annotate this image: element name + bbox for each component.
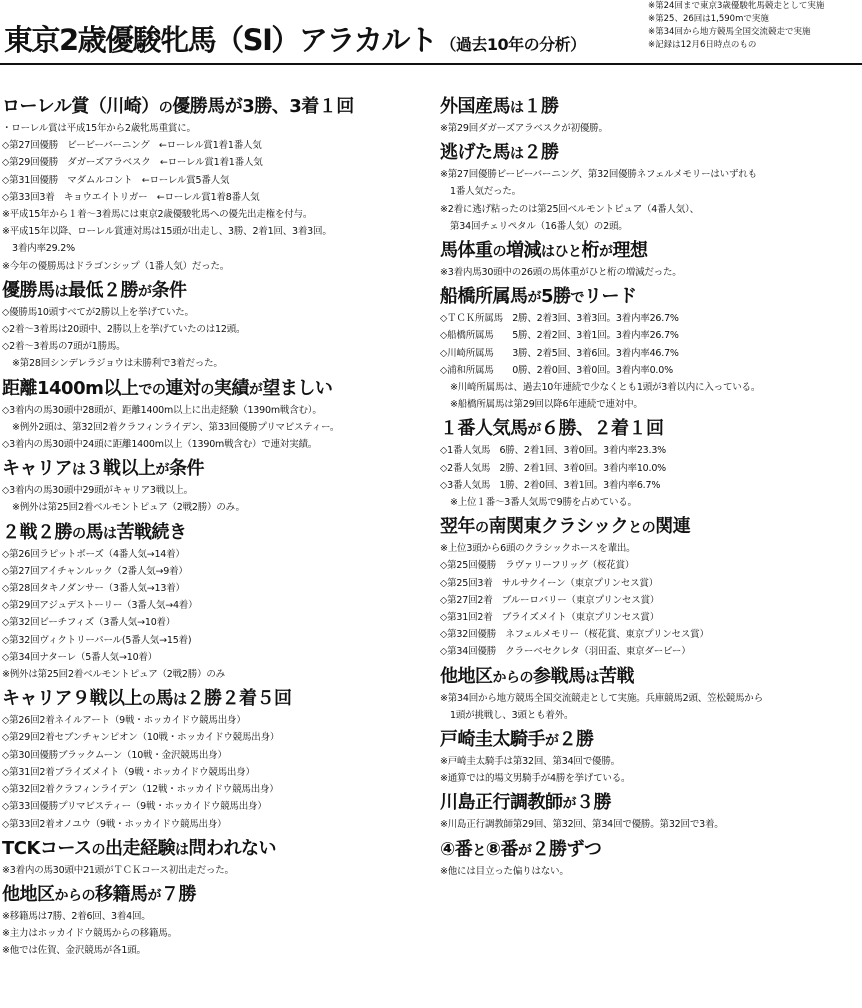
- title-run: リード: [584, 286, 637, 308]
- section: [2, 884, 432, 960]
- title-run: との: [628, 520, 656, 537]
- section-line: ◇第29回2着セブンチャンピオン（10戦・ホッカイドウ競馬出身）: [2, 732, 280, 744]
- title-run: ローレル賞（川崎）: [2, 96, 159, 117]
- section-title: [440, 516, 858, 539]
- title-run: ２戦２勝: [2, 521, 72, 543]
- header-note: ※第34回から地方競馬全国交流競走で実施: [648, 27, 811, 37]
- section-title: [2, 458, 432, 481]
- title-run: は: [72, 462, 86, 479]
- section-title: [440, 240, 858, 263]
- title-run: は: [173, 692, 187, 709]
- title-run: ３戦以上: [85, 458, 156, 480]
- section-title: [440, 96, 858, 119]
- section: [440, 792, 858, 833]
- section-title: [2, 96, 432, 119]
- title-run: の: [142, 692, 156, 709]
- section-line: ◇3番人気馬 1勝、2着0回、3着1回。3着内率6.7%: [440, 479, 661, 491]
- title-subtitle: （過去10年の分析）: [440, 35, 586, 54]
- section-line: ◇第33回3着 キョウエイトリガー ←ローレル賞1着8番人気: [2, 191, 260, 203]
- section-line: ※川島正行調教師第29回、第32回、第34回で優勝。第32回で3着。: [440, 819, 724, 831]
- title-run: ⑧番: [485, 838, 518, 860]
- title-run: からの: [492, 669, 533, 686]
- title-run: の: [72, 525, 86, 542]
- section: [440, 666, 858, 724]
- section-line: ※第34回から地方競馬全国交流競走として実施。兵庫競馬2頭、笠松競馬から: [440, 692, 763, 704]
- section-line: ◇第33回2着オノユウ（9戦・ホッカイドウ競馬出身）: [2, 818, 227, 830]
- section: [2, 688, 432, 832]
- section-line: ※上位3頭から6頭のクラシックホースを輩出。: [440, 543, 636, 555]
- section-title: [2, 884, 432, 907]
- section-line: ◇浦和所属馬 0勝、2着0回、3着0回。3着内率0.0%: [440, 364, 673, 376]
- title-run: が: [155, 462, 169, 479]
- title-run: ２勝ずつ: [531, 838, 602, 860]
- title-run: が: [562, 796, 576, 813]
- title-run: キャリア: [2, 458, 72, 480]
- section: [440, 96, 858, 137]
- section-line: ◇第26回2着ネイルアート（9戦・ホッカイドウ競馬出身）: [2, 715, 246, 727]
- section-line: 1頭が挑戦し、3頭とも着外。: [450, 709, 574, 721]
- title-run: が: [545, 733, 559, 750]
- title-run: は: [175, 841, 189, 858]
- section-line: ※例外は第25回2着ベルモントピュア（2戦2勝）のみ。: [12, 502, 245, 514]
- section-title: [2, 838, 432, 861]
- title-run: 苦戦: [599, 665, 634, 687]
- section-line: ※2着に逃げ粘ったのは第25回ベルモントピュア（4番人気）、: [440, 203, 699, 215]
- title-run: 馬体重: [440, 240, 493, 262]
- title-run: ７勝: [161, 883, 196, 905]
- title-run: の: [492, 244, 506, 261]
- title-run: 問われない: [188, 837, 277, 859]
- section: [2, 96, 432, 275]
- title-run: 桁: [581, 240, 599, 262]
- title-run: は: [510, 146, 524, 163]
- section-title: [440, 666, 858, 689]
- title-run: 翌年: [440, 516, 475, 538]
- title-run: 逃げた馬: [440, 142, 510, 164]
- section-line: ◇第29回優勝 ダガーズアラベスク ←ローレル賞1着1番人気: [2, 157, 263, 169]
- title-run: 戸崎圭太騎手: [440, 729, 545, 751]
- section-line: ※戸崎圭太騎手は第32回、第34回で優勝。: [440, 756, 620, 768]
- section-line: ※例外2頭は、第32回2着クラフィンライデン、第33回優勝プリマビスティー。: [12, 421, 340, 433]
- page-title: [4, 18, 586, 59]
- section-line: ◇第25回優勝 ラヴァリーフリッグ（桜花賞）: [440, 560, 635, 572]
- section-line: ◇第26回ラピットボーズ（4番人気→14着）: [2, 548, 185, 560]
- title-run: が: [599, 244, 613, 261]
- title-run: 理想: [612, 240, 648, 262]
- section-title: [2, 280, 432, 303]
- section-line: ◇第31回2着 ブライズメイト（東京プリンセス賞）: [440, 612, 659, 624]
- section-line: ◇第31回2着ブライズメイト（9戦・ホッカイドウ競馬出身）: [2, 766, 255, 778]
- title-run: 連対: [165, 377, 201, 399]
- section-line: ◇第34回ナターレ（5番人気→10着）: [2, 651, 158, 663]
- section-line: ◇3着内の馬30頭中28頭が、距離1400m以上に出走経験（1390m戦含む）。: [2, 404, 322, 416]
- title-run: 距離1400m以上: [2, 377, 139, 399]
- title-run: ④番: [440, 838, 473, 860]
- title-run: が: [527, 422, 541, 439]
- header-notes: [648, 0, 862, 52]
- section-line: ※主力はホッカイドウ競馬からの移籍馬。: [2, 928, 177, 940]
- section: [440, 418, 858, 511]
- section-line: 3着内率29.2%: [12, 243, 75, 255]
- section-line: ◇2着～3着馬の7頭が1勝馬。: [2, 341, 126, 353]
- section-line: ◇2番人気馬 2勝、2着1回、3着0回。3着内率10.0%: [440, 462, 666, 474]
- section-line: ※3着内の馬30頭中21頭がＴＣＫコース初出走だった。: [2, 864, 234, 876]
- section: [440, 839, 858, 880]
- section-line: ◇第27回アイチャンルック（2番人気→9着）: [2, 565, 188, 577]
- section-line: ◇2着～3着馬は20頭中、2勝以上を挙げていたのは12頭。: [2, 324, 246, 336]
- section-line: ※通算では的場文男騎手が4勝を挙げている。: [440, 773, 631, 785]
- section-line: ◇第32回ヴィクトリーパール(5番人気→15着): [2, 634, 192, 646]
- title-main: 東京2歳優駿牝馬（SI）アラカルト: [4, 23, 437, 57]
- left-column: [2, 96, 432, 965]
- section-line: ◇第27回優勝 ビービーバーニング ←ローレル賞1着1番人気: [2, 140, 262, 152]
- header-note: ※第24回まで東京3歳優駿牝馬競走として実施: [648, 1, 825, 11]
- title-run: は: [585, 669, 599, 686]
- title-run: ６勝、２着１回: [541, 418, 664, 440]
- section: [2, 838, 432, 879]
- title-run: 馬: [85, 521, 103, 543]
- section-line: ◇第33回優勝プリマビスティー（9戦・ホッカイドウ競馬出身）: [2, 801, 267, 813]
- title-run: の: [158, 100, 173, 116]
- title-run: 馬: [155, 688, 173, 710]
- section-line: ※第28回シンデレラジョウは未勝利で3着だった。: [12, 358, 223, 370]
- section-title: [440, 142, 858, 165]
- section: [440, 286, 858, 413]
- title-run: は: [54, 283, 68, 300]
- section-line: ◇第27回2着 ブルーロバリー（東京プリンセス賞）: [440, 594, 660, 606]
- title-run: が: [518, 842, 532, 859]
- title-run: 外国産馬: [440, 96, 510, 117]
- title-run: はひと: [541, 244, 582, 261]
- title-run: と: [472, 842, 486, 859]
- title-run: 実績: [213, 377, 249, 399]
- section-line: ◇船橋所属馬 5勝、2着2回、3着1回。3着内率26.7%: [440, 330, 679, 342]
- section-line: ◇第25回3着 サルサクイーン（東京プリンセス賞）: [440, 577, 659, 589]
- title-run: は: [103, 525, 117, 542]
- section-line: ◇ＴＣＫ所属馬 2勝、2着3回、3着3回。3着内率26.7%: [440, 313, 679, 325]
- title-run: 条件: [151, 279, 187, 301]
- section: [2, 458, 432, 516]
- section: [440, 729, 858, 787]
- section: [2, 280, 432, 373]
- title-run: 関連: [655, 516, 691, 538]
- section: [440, 516, 858, 660]
- header-note: ※第25、26回は1,590mで実施: [648, 14, 769, 24]
- section-title: [440, 729, 858, 752]
- section-line: 1番人気だった。: [450, 186, 521, 198]
- section-title: [440, 286, 858, 309]
- section-line: ◇第32回優勝 ネフェルメモリー（桜花賞、東京プリンセス賞）: [440, 629, 709, 641]
- title-run: 最低２勝: [68, 279, 138, 301]
- section-line: ※上位１番～3番人気馬で9勝を占めている。: [450, 497, 637, 509]
- section-line: ※船橋所属馬は第29回以降6年連続で連対中。: [450, 399, 643, 411]
- title-run: 南関東クラシック: [488, 516, 629, 538]
- title-run: の: [91, 841, 106, 858]
- title-run: 苦戦続き: [116, 521, 187, 543]
- section: [2, 522, 432, 684]
- title-run: １番人気馬: [440, 418, 528, 440]
- section-line: ※今年の優勝馬はドラゴンシップ（1番人気）だった。: [2, 260, 230, 272]
- section-line: ※他には目立った偏りはない。: [440, 865, 569, 877]
- title-run: が: [138, 283, 152, 300]
- title-run: 他地区: [440, 665, 493, 687]
- title-run: １勝: [523, 96, 559, 117]
- section-line: ※他では佐賀、金沢競馬が各1頭。: [2, 945, 146, 957]
- title-run: キャリア９戦以上: [2, 688, 142, 710]
- title-run: ２勝: [558, 729, 594, 751]
- title-run: は: [510, 100, 524, 116]
- section-line: ・ローレル賞は平成15年から2歳牝馬重賞に。: [2, 123, 196, 134]
- title-run: の: [475, 520, 489, 537]
- section: [440, 142, 858, 235]
- section-line: ◇第30回優勝ブラックムーン（10戦・金沢競馬出身）: [2, 749, 227, 761]
- title-run: 条件: [169, 458, 204, 480]
- title-run: 参戦馬: [533, 665, 586, 687]
- section-line: ※例外は第25回2着ベルモントピュア（2戦2勝）のみ: [2, 669, 225, 681]
- section-line: ※第27回優勝ビービーバーニング、第32回優勝ネフェルメモリーはいずれも: [440, 169, 757, 181]
- title-run: 優勝馬が3勝、3着１回: [172, 96, 354, 117]
- section-line: ◇第31回優勝 マダムルコント ←ローレル賞5番人気: [2, 174, 230, 186]
- section: [2, 378, 432, 454]
- section-line: ◇第28回タキノダンサー（3番人気→13着）: [2, 583, 185, 595]
- section-line: ◇3着内の馬30頭中24頭に距離1400m以上（1390m戦含む）で連対実績。: [2, 439, 318, 451]
- section-line: ◇第32回ビーチフィズ（3番人気→10着）: [2, 617, 176, 629]
- section-line: ※平成15年以降、ローレル賞連対馬は15頭が出走し、3勝、2着1回、3着3回。: [2, 226, 332, 238]
- title-run: ２勝: [523, 142, 559, 164]
- title-run: 優勝馬: [2, 279, 55, 301]
- title-run: 他地区: [2, 883, 55, 905]
- section-title: [440, 792, 858, 815]
- title-run: での: [138, 381, 166, 398]
- section-line: ◇3着内の馬30頭中29頭がキャリア3戦以上。: [2, 485, 193, 497]
- title-run: 5勝: [541, 286, 571, 308]
- title-run: 出走経験: [105, 837, 176, 859]
- section-line: ※移籍馬は7勝、2着6回、3着4回。: [2, 910, 151, 922]
- right-column: [440, 96, 858, 885]
- section-title: [440, 418, 858, 441]
- title-run: ３勝: [576, 792, 611, 814]
- section-title: [2, 378, 432, 401]
- title-run: 川島正行調教師: [440, 792, 563, 814]
- section-title: [440, 839, 858, 862]
- header-divider: [0, 63, 862, 65]
- title-run: が: [147, 887, 161, 904]
- title-run: ２勝２着５回: [186, 688, 292, 710]
- title-run: 増減: [506, 240, 541, 262]
- section-line: ◇優勝馬10頭すべてが2勝以上を挙げていた。: [2, 306, 194, 318]
- header-note: ※記録は12月6日時点のもの: [648, 40, 757, 50]
- section: [440, 240, 858, 281]
- section-line: 第34回チェリペタル（16番人気）の2頭。: [450, 220, 628, 232]
- title-run: 船橋所属馬: [440, 286, 528, 308]
- title-run: が: [527, 290, 541, 307]
- section-line: ※第29回ダガーズアラベスクが初優勝。: [440, 123, 608, 134]
- section-line: ◇第29回アジュデストーリー（3番人気→4着）: [2, 600, 198, 612]
- title-run: が: [248, 381, 263, 398]
- title-run: で: [570, 290, 585, 307]
- section-line: ◇第32回2着クラフィンライデン（12戦・ホッカイドウ競馬出身）: [2, 784, 279, 796]
- title-run: 望ましい: [262, 377, 333, 399]
- section-line: ※3着内馬30頭中の26頭の馬体重がひと桁の増減だった。: [440, 267, 682, 279]
- section-title: [2, 522, 432, 545]
- section-line: ※平成15年から１着～3着馬には東京2歳優駿牝馬への優先出走権を付与。: [2, 209, 313, 221]
- section-line: ◇川崎所属馬 3勝、2着5回、3着6回。3着内率46.7%: [440, 347, 679, 359]
- page-header: [0, 0, 862, 64]
- title-run: の: [200, 381, 214, 398]
- title-run: からの: [54, 887, 95, 904]
- section-line: ◇1番人気馬 6勝、2着1回、3着0回。3着内率23.3%: [440, 445, 666, 457]
- title-run: TCKコース: [2, 837, 92, 859]
- section-line: ◇第34回優勝 クラーベセクレタ（羽田盃、東京ダービー）: [440, 646, 691, 658]
- section-title: [2, 688, 432, 711]
- section-line: ※川崎所属馬は、過去10年連続で少なくとも1頭が3着以内に入っている。: [450, 382, 761, 394]
- title-run: 移籍馬: [95, 883, 148, 905]
